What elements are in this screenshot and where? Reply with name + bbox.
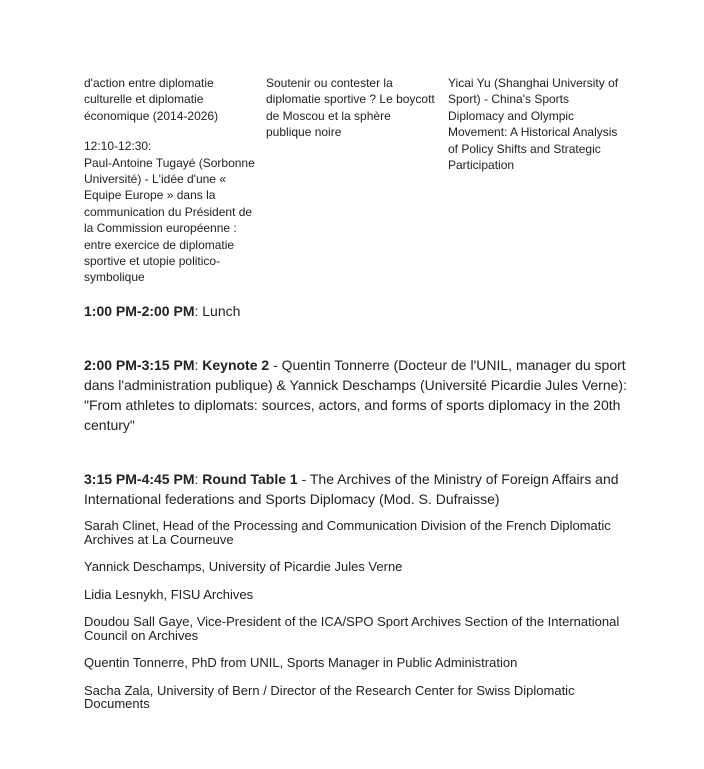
column-1-paper <box>84 138 256 286</box>
column-1-paper-text: Paul-Antoine Tugayé (Sorbonne Université) - L'idée d'une « Equipe Europe » dans la communication du Président de la Commission européenne : entre exercice de diplomatie sportive et utopie politico-symbolique <box>84 155 255 285</box>
participants-list <box>84 519 629 711</box>
roundtable-time: 3:15 PM-4:45 PM <box>84 471 195 487</box>
roundtable-description: - The Archives of the Ministry of Foreign Affairs and International federations and Sports Diplomacy (Mod. S. Dufraisse) <box>84 471 619 507</box>
roundtable-separator: : <box>194 471 203 487</box>
keynote-separator: : <box>194 357 203 373</box>
roundtable-title: Round Table 1 <box>202 471 298 487</box>
keynote-title: Keynote 2 <box>202 357 270 373</box>
column-2-text: Soutenir ou contester la diplomatie sportive ? Le boycott de Moscou et la sphère publique noire <box>266 76 435 140</box>
column-3-text: Yicai Yu (Shanghai University of Sport) - China's Sports Diplomacy and Olympic Movement: A Historical Analysis of Policy Shifts and Strategic Participation <box>448 76 619 173</box>
keynote-session <box>84 355 629 435</box>
column-2 <box>266 75 438 141</box>
column-1-text: d'action entre diplomatie culturelle et diplomatie économique (2014-2026) <box>84 76 219 123</box>
participant: Lidia Lesnykh, FISU Archives <box>84 586 254 602</box>
participant: Yannick Deschamps, University of Picardie Jules Verne <box>84 559 403 574</box>
keynote-time: 2:00 PM-3:15 PM <box>84 357 195 373</box>
participant: Quentin Tonnerre, PhD from UNIL, Sports Manager in Public Administration <box>84 655 518 670</box>
column-1-time: 12:10-12:30: <box>84 139 152 154</box>
roundtable-session <box>84 469 629 509</box>
column-1 <box>84 75 256 286</box>
participant: Sarah Clinet, Head of the Processing and Communication Division of the French Diplomatic Archives at La Courneuve <box>84 518 611 547</box>
participant: Sacha Zala, University of Bern / Director of the Research Center for Swiss Diplomatic Documents <box>84 682 575 711</box>
participant: Doudou Sall Gaye, Vice-President of the ICA/SPO Sport Archives Section of the International Council on Archives <box>84 614 620 643</box>
lunch-label: : Lunch <box>194 303 241 319</box>
lunch-session <box>84 301 629 321</box>
schedule <box>84 301 629 725</box>
column-3 <box>448 75 624 173</box>
keynote-description: - Quentin Tonnerre (Docteur de l'UNIL, manager du sport dans l'administration publique) & Yannick Deschamps (Université Picardie Jules Verne): "From athletes to diplomats: sources, actors, and forms of sports diplomacy in the 20th century" <box>84 357 627 433</box>
lunch-time: 1:00 PM-2:00 PM <box>84 303 195 319</box>
